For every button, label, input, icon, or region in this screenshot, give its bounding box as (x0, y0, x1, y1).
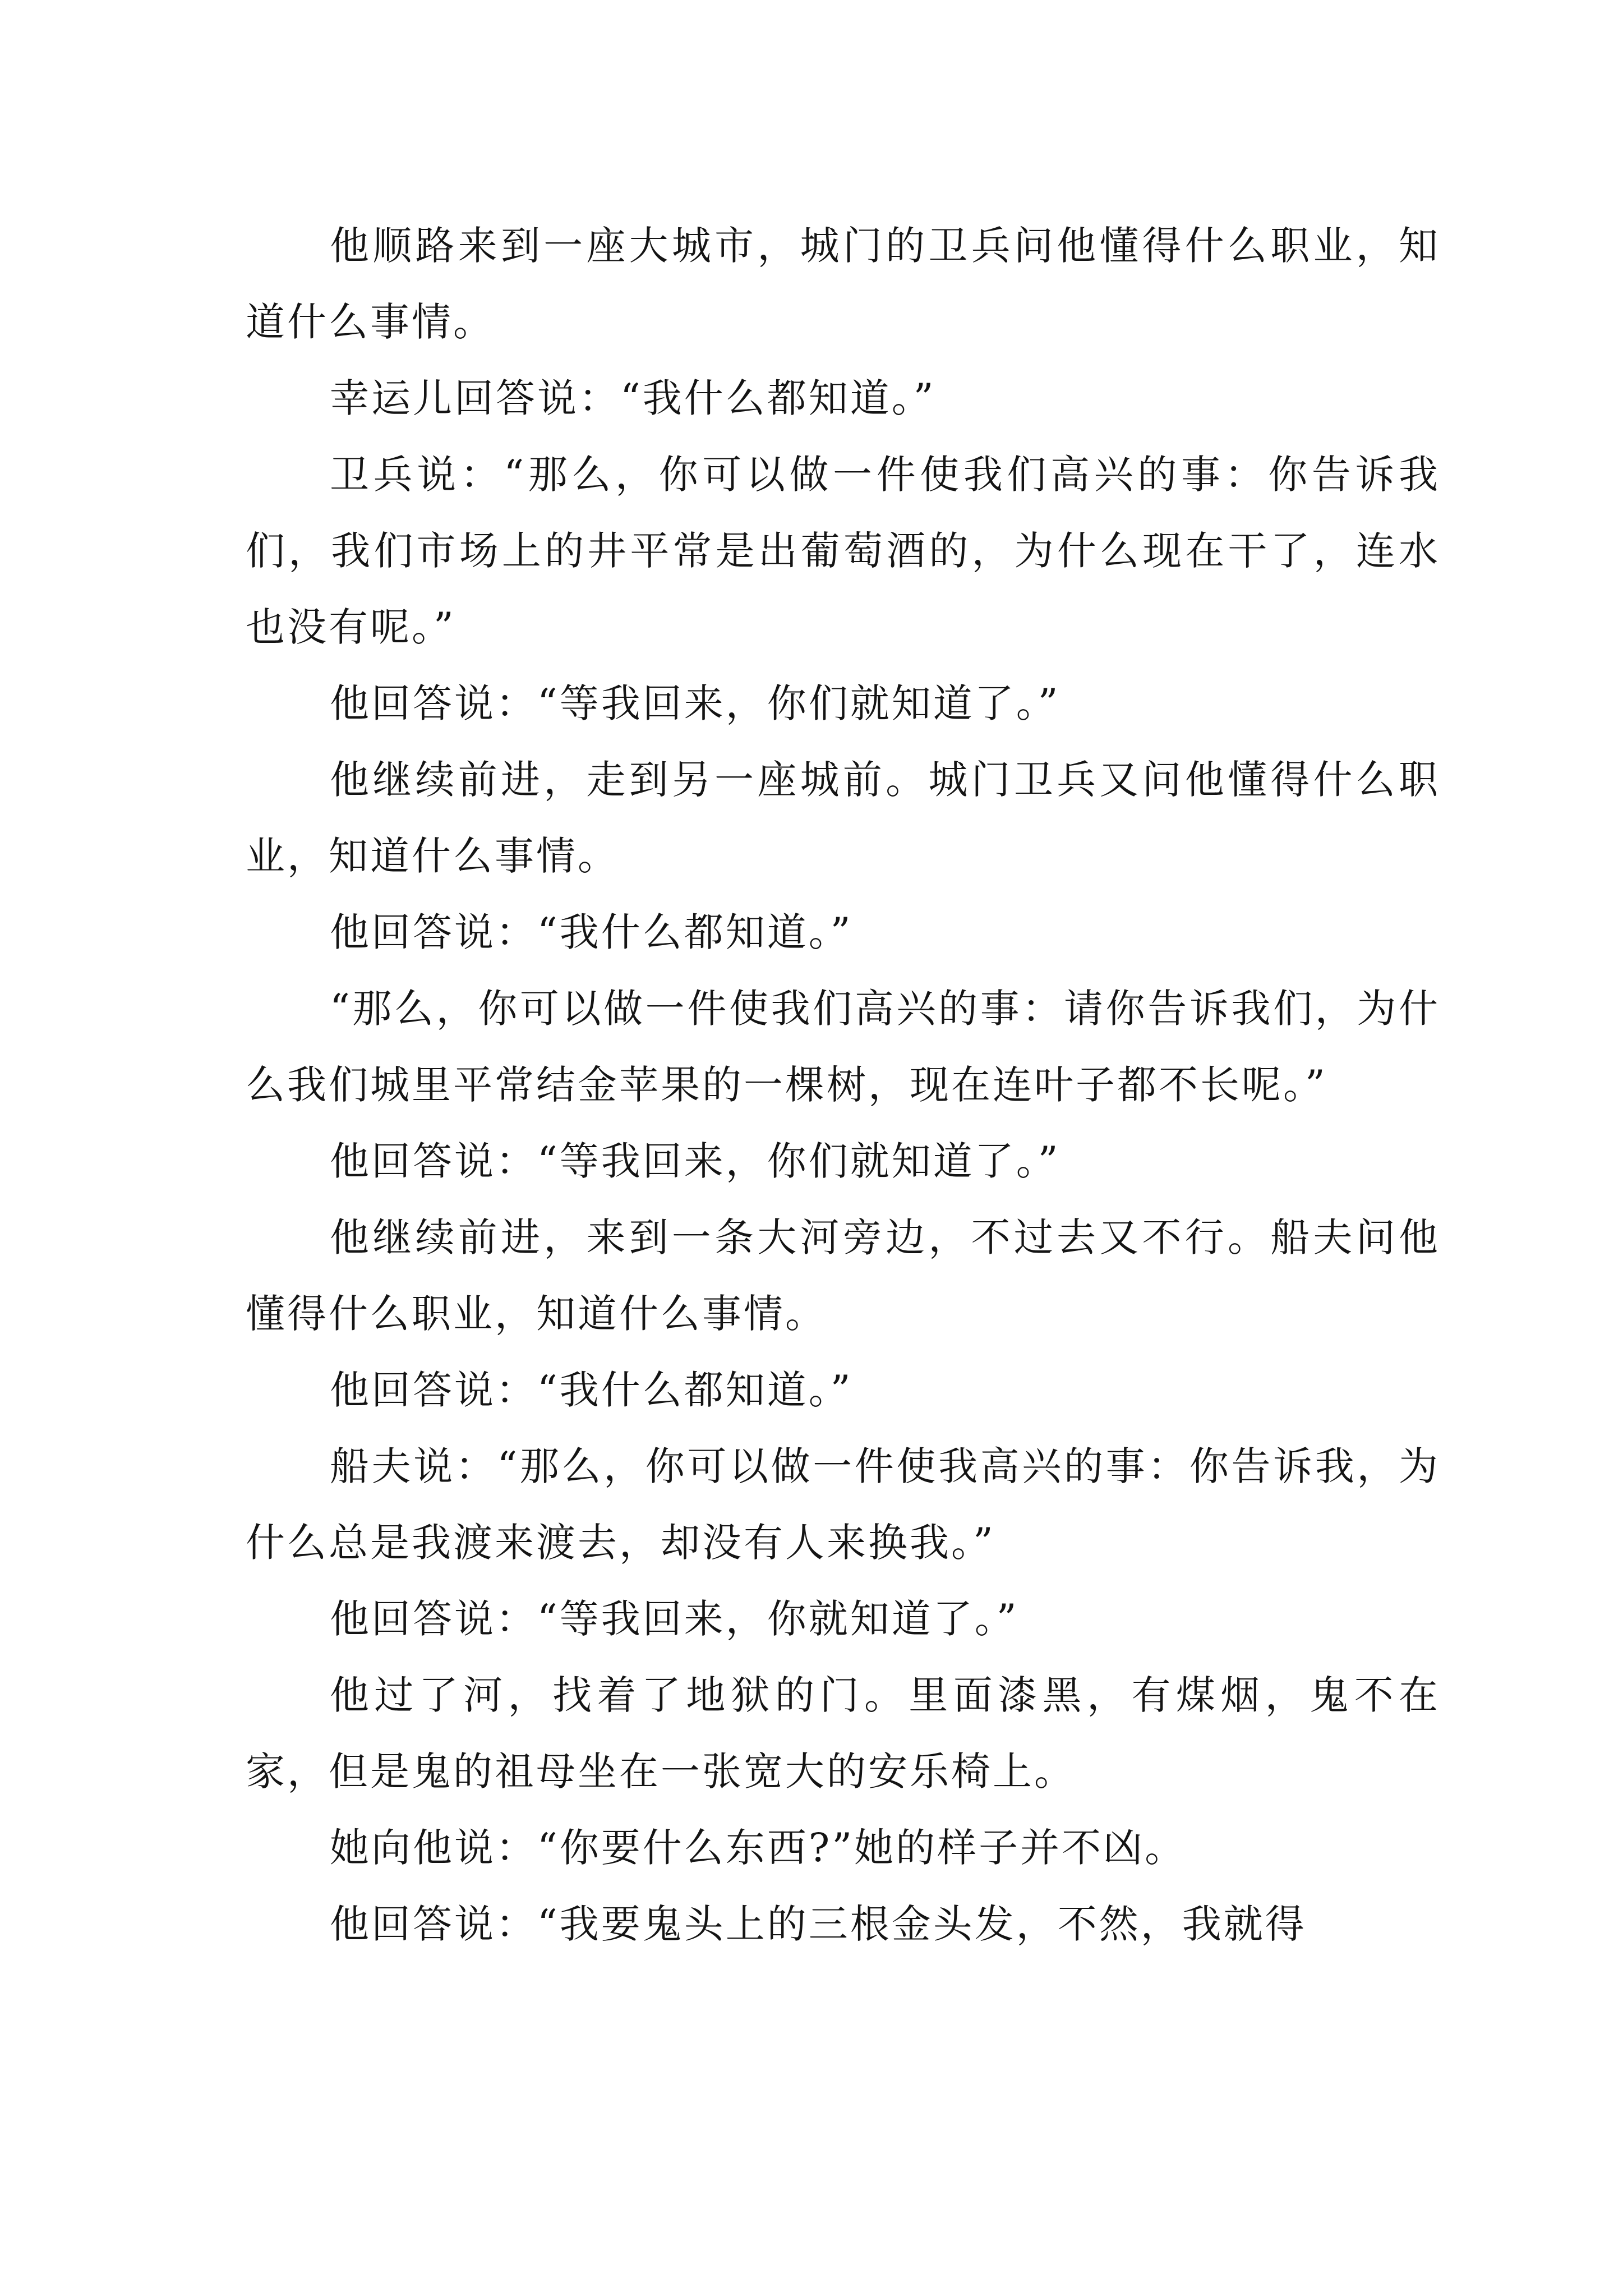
paragraph: 他过了河，找着了地狱的门。里面漆黑，有煤烟，鬼不在家，但是鬼的祖母坐在一张宽大的安乐椅上。 (246, 1672, 1440, 1795)
paragraph: 他回答说：“等我回来，你们就知道了。” (330, 680, 1061, 726)
paragraph: 他回答说：“我要鬼头上的三根金头发，不然，我就得 (330, 1901, 1307, 1947)
paragraph: 他回答说：“等我回来，你们就知道了。” (330, 1138, 1061, 1184)
paragraph: “那么，你可以做一件使我们高兴的事：请你告诉我们，为什么我们城里平常结金苹果的一棵树，现在连叶子都不长呢。” (246, 986, 1440, 1108)
paragraph: 幸运儿回答说：“我什么都知道。” (330, 375, 936, 421)
paragraph: 他继续前进，来到一条大河旁边，不过去又不行。船夫问他懂得什么职业，知道什么事情。 (246, 1214, 1440, 1337)
paragraph: 她向他说：“你要什么东西?”她的样子并不凶。 (330, 1825, 1187, 1871)
paragraph: 卫兵说：“那么，你可以做一件使我们高兴的事：你告诉我们，我们市场上的井平常是出葡萄酒的，为什么现在干了，连水也没有呢。” (246, 452, 1440, 650)
story-text (246, 208, 1440, 1962)
paragraph: 他顺路来到一座大城市，城门的卫兵问他懂得什么职业，知道什么事情。 (246, 223, 1440, 345)
paragraph: 他回答说：“我什么都知道。” (330, 1367, 853, 1413)
paragraph: 他继续前进，走到另一座城前。城门卫兵又问他懂得什么职业，知道什么事情。 (246, 757, 1440, 879)
paragraph: 船夫说：“那么，你可以做一件使我高兴的事：你告诉我，为什么总是我渡来渡去，却没有人来换我。” (246, 1443, 1440, 1566)
paragraph: 他回答说：“我什么都知道。” (330, 909, 853, 955)
paragraph: 他回答说：“等我回来，你就知道了。” (330, 1596, 1019, 1642)
